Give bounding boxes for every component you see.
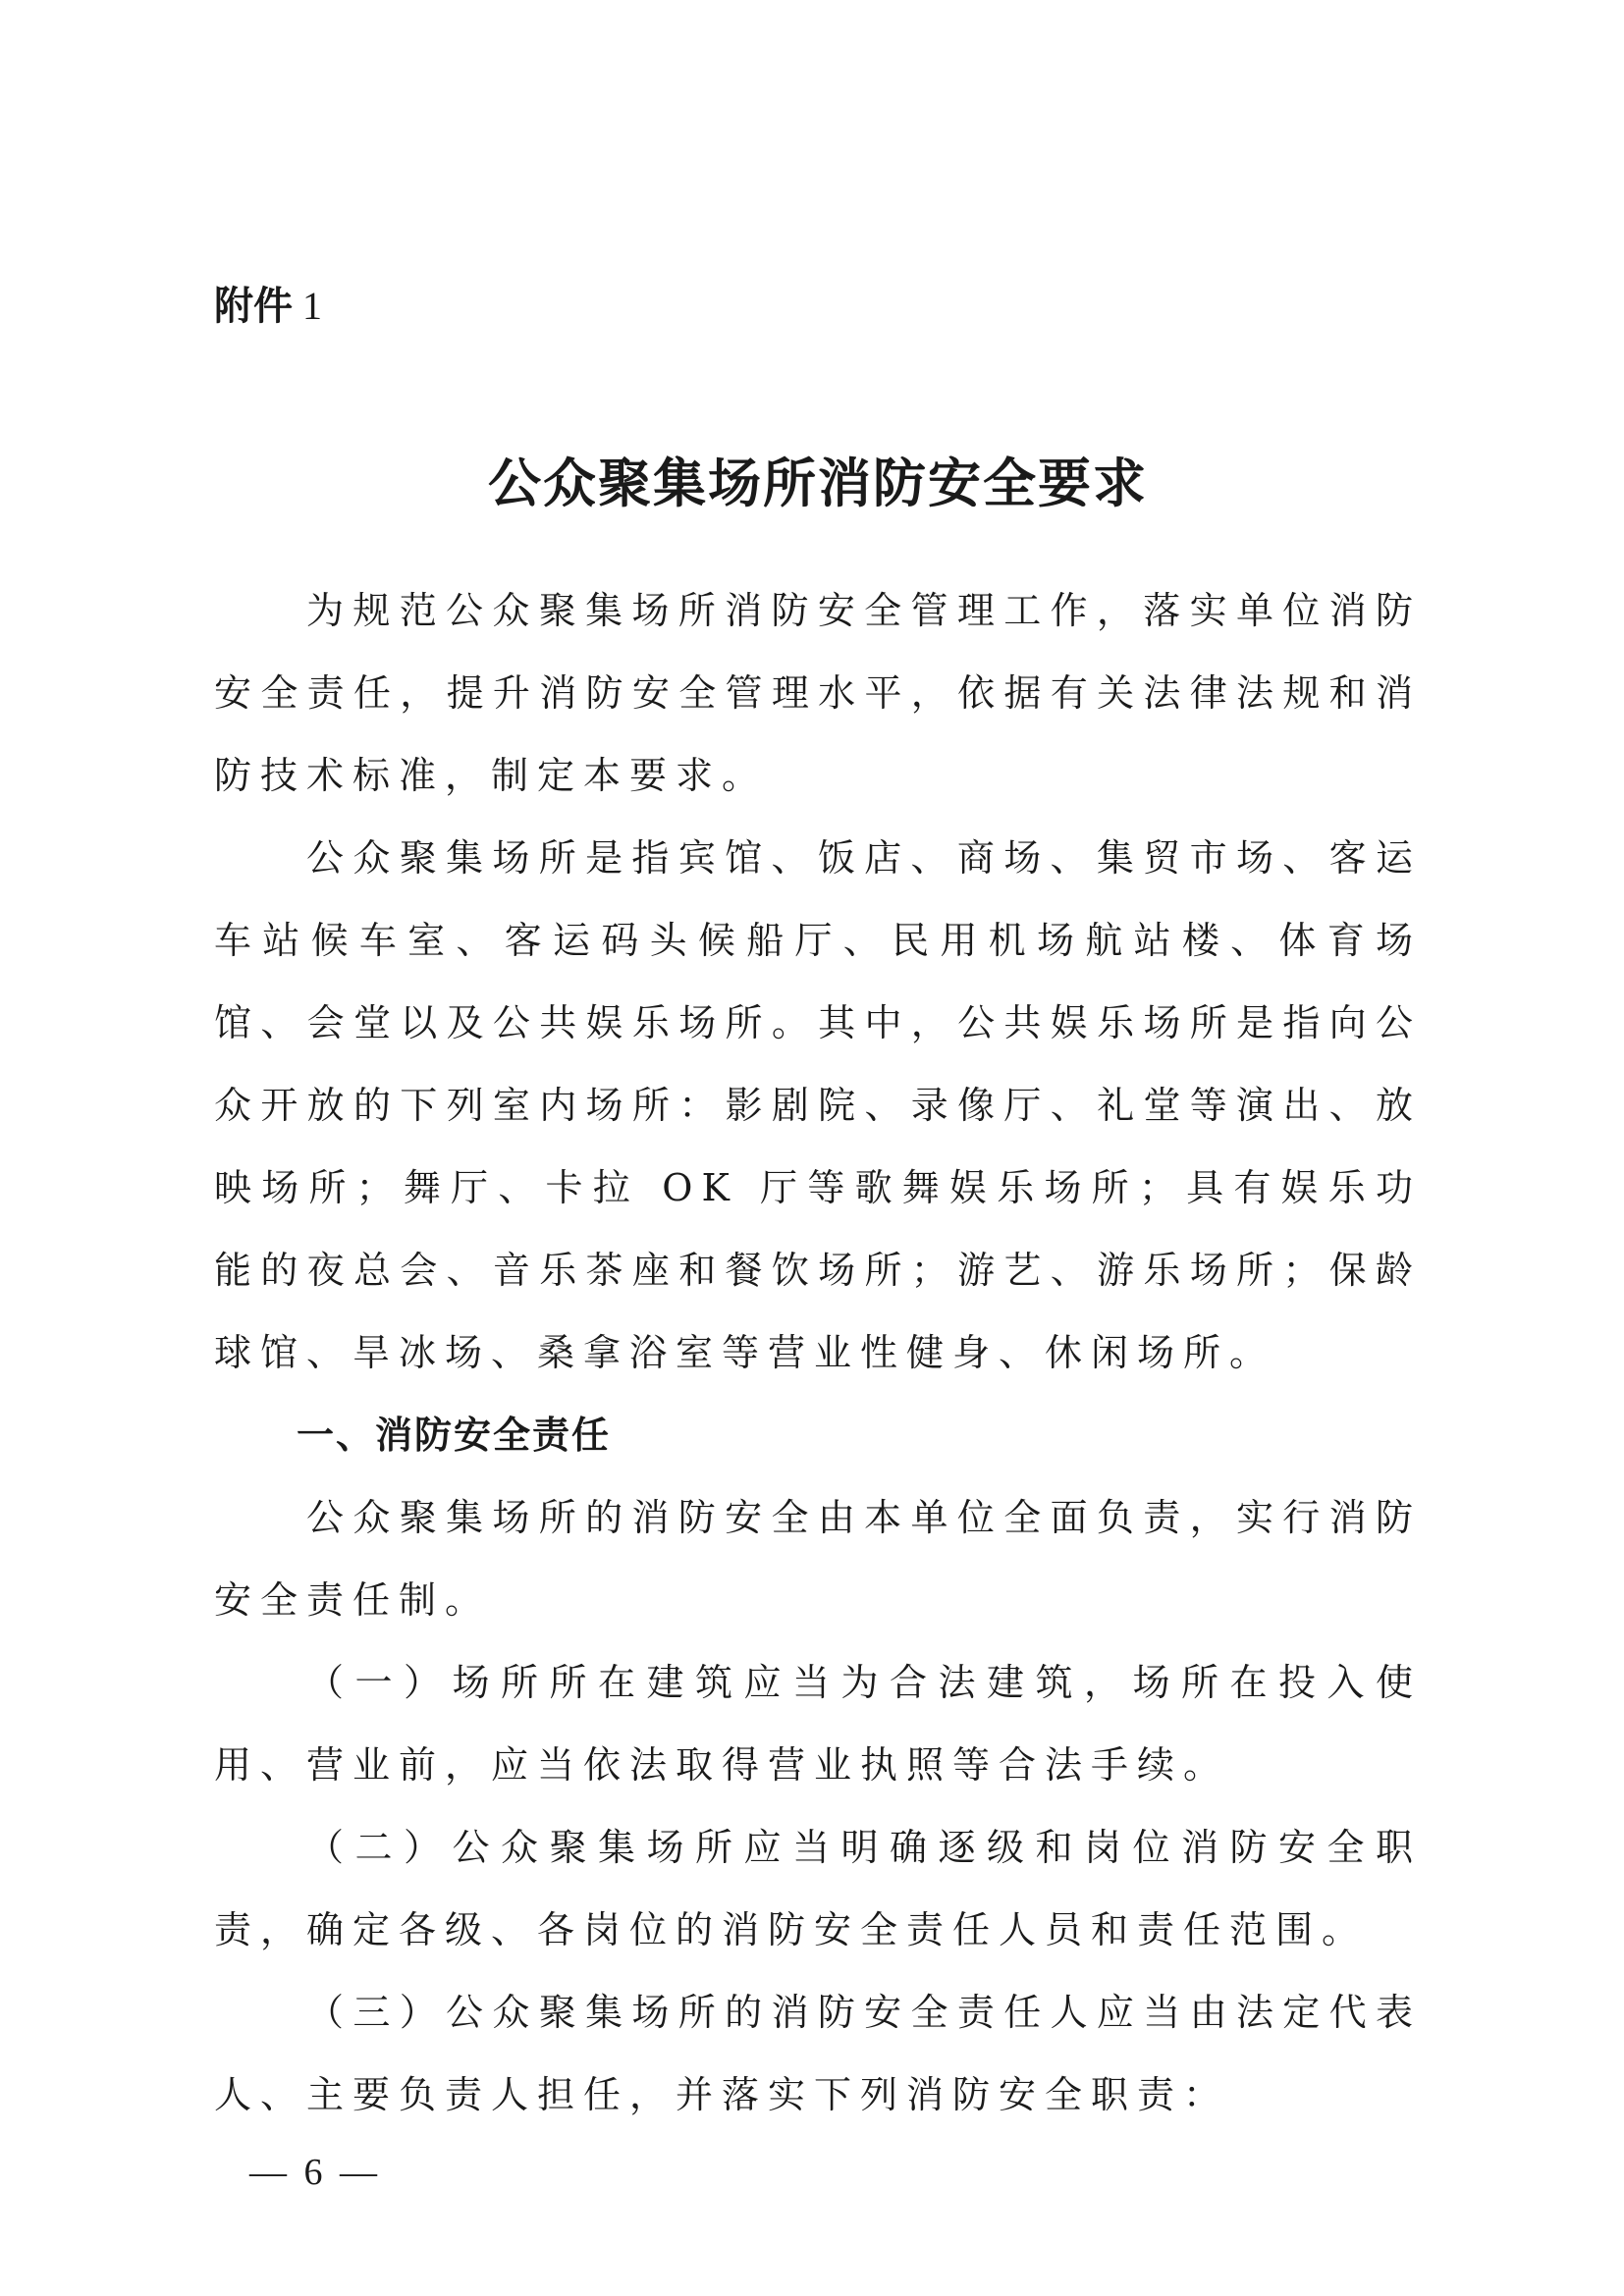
attachment-label-text: 附件 [214,284,293,329]
clause-item-3: （三）公众聚集场所的消防安全责任人应当由法定代表人、主要负责人担任，并落实下列消防安全职责： [214,1991,1422,2116]
attachment-number: 1 [302,284,322,328]
document-body [214,569,1422,2136]
intro-paragraph: 为规范公众聚集场所消防安全管理工作，落实单位消防安全责任，提升消防安全管理水平，依据有关法律法规和消防技术标准，制定本要求。 [214,589,1422,797]
clause-item-2: （二）公众聚集场所应当明确逐级和岗位消防安全职责，确定各级、各岗位的消防安全责任人员和责任范围。 [214,1826,1422,1951]
page-number: — 6 — [249,2152,381,2193]
document-title: 公众聚集场所消防安全要求 [488,452,1148,514]
section-heading: 一、消防安全责任 [297,1414,612,1457]
section-intro-paragraph: 公众聚集场所的消防安全由本单位全面负责，实行消防安全责任制。 [214,1496,1422,1622]
clause-item-1: （一）场所所在建筑应当为合法建筑，场所在投入使用、营业前，应当依法取得营业执照等合法手续。 [214,1661,1422,1787]
definition-paragraph: 公众聚集场所是指宾馆、饭店、商场、集贸市场、客运车站候车室、客运码头候船厅、民用机场航站楼、体育场馆、会堂以及公共娱乐场所。其中，公共娱乐场所是指向公众开放的下列室内场所：影剧院、录像厅、礼堂等演出、放映场所；舞厅、卡拉 OK 厅等歌舞娱乐场所；具有娱乐功能的夜总会、音乐茶座和餐饮场所；游艺、游乐场所；保龄球馆、旱冰场、桑拿浴室等营业性健身、休闲场所。 [214,836,1422,1374]
attachment-label [214,277,322,336]
